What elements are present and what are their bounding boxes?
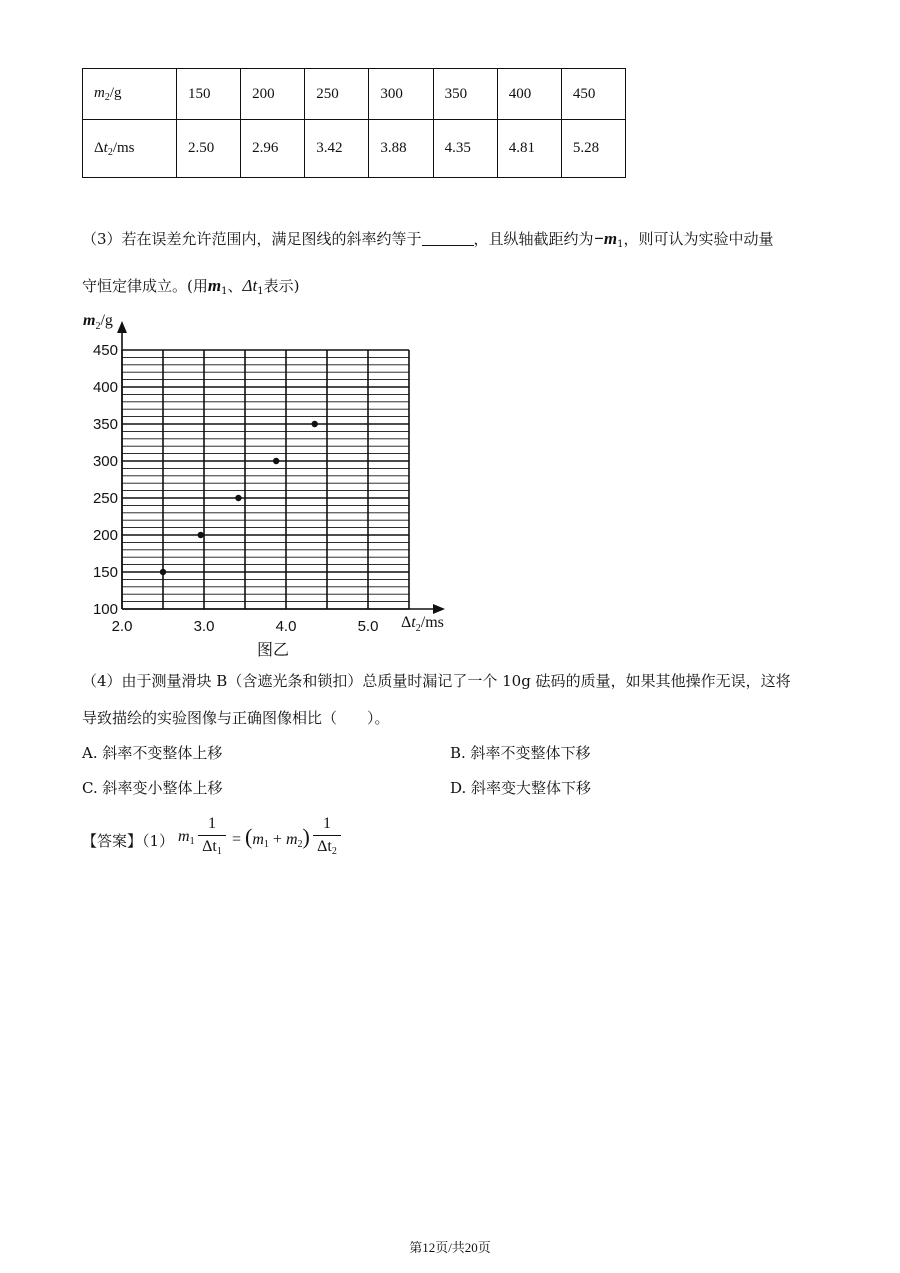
y-tick-label: 300 — [92, 453, 118, 470]
answer-formula: $m_1$ — [178, 828, 195, 847]
x-tick-label: 2.0 — [111, 618, 133, 635]
question-3-line-2: 守恒定律成立。(用$m_1$、$\Delta t_1$表示) — [82, 276, 300, 297]
table-cell: 2.96 — [241, 120, 305, 178]
fraction-2: 1 $\Delta t_2$ — [313, 815, 341, 857]
table-cell: 200 — [241, 69, 305, 120]
data-point — [235, 495, 241, 501]
data-point — [273, 458, 279, 464]
data-point — [160, 569, 166, 575]
y-tick-label: 350 — [92, 416, 118, 433]
table-cell: 250 — [305, 69, 369, 120]
table-cell: 300 — [369, 69, 433, 120]
chart-ticks — [93, 342, 378, 635]
figure-caption: 图乙 — [257, 642, 290, 659]
question-4-line-1: （4）由于测量滑块 B（含遮光条和锁扣）总质量时漏记了一个 10g 砝码的质量，如果其他操作无误，这将 — [82, 672, 791, 690]
y-axis-arrow — [117, 321, 127, 333]
table-cell: 5.28 — [561, 120, 625, 178]
question-3-line-1: （3）若在误差允许范围内，满足图线的斜率约等于 ，且纵轴截距约为$-m_1$，则可认为实验中动量 — [82, 229, 774, 250]
table-cell: 3.88 — [369, 120, 433, 178]
table-cell: 3.42 — [305, 120, 369, 178]
table-cell: 2.50 — [177, 120, 241, 178]
x-axis-label: $\Delta t_2/ms$ — [401, 614, 444, 634]
table-cell: 400 — [497, 69, 561, 120]
table-cell: 350 — [433, 69, 497, 120]
y-tick-label: 150 — [92, 564, 118, 581]
y-axis-label: $m_2/g$ — [83, 312, 113, 332]
scatter-chart — [75, 305, 455, 660]
y-tick-label: 250 — [92, 490, 118, 507]
x-tick-label: 5.0 — [357, 618, 379, 635]
x-tick-label: 4.0 — [275, 618, 297, 635]
table-cell: 150 — [177, 69, 241, 120]
answer-blank[interactable] — [422, 231, 474, 246]
answer-formula-rhs: = $(m_1 + m_2)$ — [232, 824, 310, 850]
option-a[interactable]: A. 斜率不变整体上移 — [82, 744, 223, 762]
table-header-dt2: $\Delta t_2/ms$ — [83, 120, 177, 178]
table-row — [83, 120, 626, 178]
x-tick-label: 3.0 — [193, 618, 215, 635]
question-4-line-2: 导致描绘的实验图像与正确图像相比（ ）。 — [82, 709, 390, 727]
table-cell: 4.35 — [433, 120, 497, 178]
data-point — [312, 421, 318, 427]
fraction-1: 1 $\Delta t_1$ — [198, 815, 226, 857]
option-d[interactable]: D. 斜率变大整体下移 — [450, 779, 592, 797]
data-point — [198, 532, 204, 538]
table-cell: 450 — [561, 69, 625, 120]
y-tick-label: 100 — [92, 601, 118, 618]
table-header-m2: $m_2/g$ — [83, 69, 177, 120]
x-axis-arrow — [433, 604, 445, 614]
option-c[interactable]: C. 斜率变小整体上移 — [82, 779, 223, 797]
data-table — [82, 68, 626, 178]
option-b[interactable]: B. 斜率不变整体下移 — [450, 744, 591, 762]
page-footer: 第12页/共20页 — [409, 1240, 491, 1255]
y-tick-label: 200 — [92, 527, 118, 544]
y-tick-label: 450 — [92, 342, 118, 359]
table-cell: 4.81 — [497, 120, 561, 178]
table-row — [83, 69, 626, 120]
y-tick-label: 400 — [92, 379, 118, 396]
answer-label: 【答案】（1） — [82, 832, 175, 850]
